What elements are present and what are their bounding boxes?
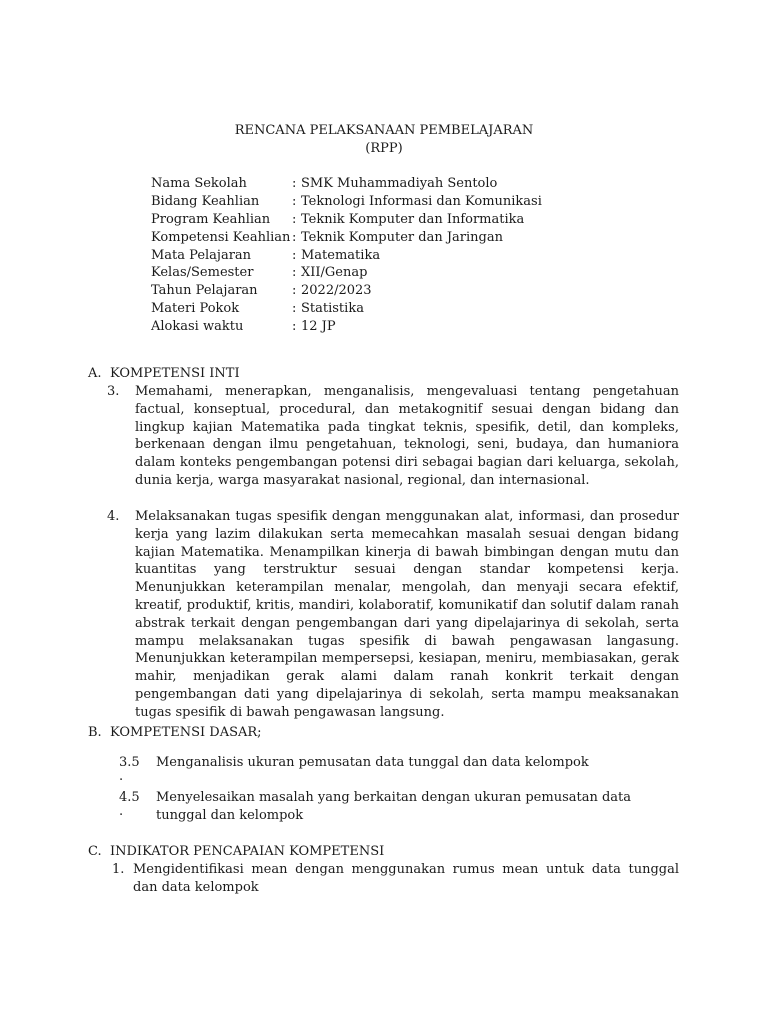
info-separator: : — [292, 211, 297, 227]
info-value: Matematika — [301, 247, 381, 263]
info-value: 2022/2023 — [301, 283, 372, 299]
item-number — [119, 754, 156, 784]
info-row — [151, 300, 542, 318]
info-label: Kompetensi Keahlian — [151, 229, 291, 245]
item-number: 3. — [107, 384, 120, 399]
info-value: Teknik Komputer dan Informatika — [301, 211, 525, 227]
item-number: 1. — [112, 862, 125, 877]
item-number-value: 3.5 — [119, 755, 140, 770]
info-label: Program Keahlian — [151, 211, 271, 227]
info-separator: : — [292, 265, 297, 281]
info-row — [151, 247, 542, 265]
kompetensi-dasar-item — [119, 754, 679, 784]
info-separator: : — [292, 247, 297, 263]
kompetensi-inti-item — [107, 383, 679, 490]
info-row — [151, 229, 542, 247]
section-title: INDIKATOR PENCAPAIAN KOMPETENSI — [110, 844, 385, 859]
info-row — [151, 211, 542, 229]
info-label: Bidang Keahlian — [151, 193, 260, 209]
info-separator: : — [292, 193, 297, 209]
item-text: Melaksanakan tugas spesifik dengan menggunakan alat, informasi, dan prosedur kerja yang lazim dilakukan serta memecahkan masalah sesuai dengan bidang kajian Matematika. Menampilkan kinerja di bawah bimbingan dengan mutu dan kuantitas yang terstruktur sesuai dengan standar kompetensi kerja. Menunjukkan keterampilan menalar, mengolah, dan menyaji secara efektif, kreatif, produktif, kritis, mandiri, kolaboratif, komunikatif dan solutif dalam ranah abstrak terkait dengan pengembangan dari yang dipelajarinya di sekolah, serta mampu melaksanakan tugas spesifik di bawah pengawasan langasung. Menunjukkan keterampilan mempersepsi, kesiapan, meniru, membiasakan, gerak mahir, menjadikan gerak alami dalam ranah konkrit terkait dengan pengembangan dati yang dipelajarinya di sekolah, serta mampu meaksanakan tugas spesifik di bawah pengawasan langsung. — [135, 509, 679, 720]
section-letter: A. — [88, 366, 102, 381]
info-value: 12 JP — [301, 319, 336, 335]
info-label: Materi Pokok — [151, 301, 240, 317]
identity-table — [151, 175, 542, 336]
info-separator: : — [292, 229, 297, 245]
kompetensi-dasar-item — [119, 789, 639, 825]
item-number — [119, 789, 156, 825]
info-row — [151, 264, 542, 282]
document-title: RENCANA PELAKSANAAN PEMBELAJARAN — [234, 123, 534, 138]
info-separator: : — [292, 176, 297, 191]
item-number-dot: . — [119, 804, 124, 819]
info-label: Mata Pelajaran — [151, 247, 252, 263]
section-title: KOMPETENSI INTI — [110, 366, 240, 381]
item-number: 4. — [107, 509, 120, 524]
info-separator: : — [292, 319, 297, 335]
section-a-heading — [88, 365, 240, 383]
info-value: Statistika — [301, 301, 364, 317]
kompetensi-inti-item — [107, 508, 679, 722]
item-text — [156, 789, 631, 825]
item-text: Mengidentifikasi mean dengan menggunakan rumus mean untuk data tunggal dan data kelompok — [133, 862, 679, 895]
info-row — [151, 282, 542, 300]
indikator-item — [112, 861, 679, 897]
info-label: Alokasi waktu — [151, 319, 244, 335]
info-value: SMK Muhammadiyah Sentolo — [301, 176, 498, 191]
info-row — [151, 175, 542, 193]
section-title: KOMPETENSI DASAR; — [110, 725, 262, 740]
info-value: Teknologi Informasi dan Komunikasi — [301, 193, 542, 209]
item-text: Menganalisis ukuran pemusatan data tunggal dan data kelompok — [156, 755, 589, 770]
info-value: Teknik Komputer dan Jaringan — [301, 229, 503, 245]
item-number-dot: . — [119, 769, 124, 784]
info-value: XII/Genap — [301, 265, 368, 281]
info-label: Nama Sekolah — [151, 176, 247, 191]
info-separator: : — [292, 301, 297, 317]
section-b-heading — [88, 724, 262, 742]
section-c-heading — [88, 843, 384, 861]
section-letter: B. — [88, 725, 102, 740]
document-subtitle: (RPP) — [365, 141, 403, 156]
item-text: Memahami, menerapkan, menganalisis, mengevaluasi tentang pengetahuan factual, konseptual, procedural, dan metakognitif sesuai dengan bidang dan lingkup kajian Matematika pada tingkat teknis, spesifik, detil, dan kompleks, berkenaan dengan ilmu pengetahuan, teknologi, seni, budaya, dan humaniora dalam konteks pengembangan potensi diri sebagai bagian dari keluarga, sekolah, dunia kerja, warga masyarakat nasional, regional, dan internasional. — [135, 384, 679, 488]
info-label: Tahun Pelajaran — [151, 283, 258, 299]
item-text-line: tunggal dan kelompok — [156, 808, 304, 823]
section-letter: C. — [88, 844, 102, 859]
info-separator: : — [292, 283, 297, 299]
item-text-line: Menyelesaikan masalah yang berkaitan dengan ukuran pemusatan data — [156, 790, 632, 805]
info-label: Kelas/Semester — [151, 265, 254, 281]
info-row — [151, 318, 542, 336]
info-row — [151, 193, 542, 211]
item-number-value: 4.5 — [119, 790, 140, 805]
